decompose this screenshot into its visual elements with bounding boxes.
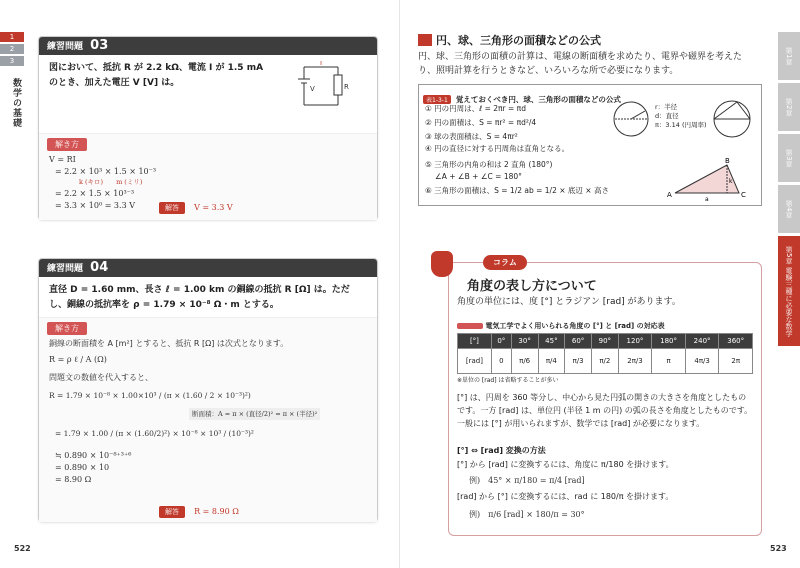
triangle-vertex-b: B (725, 157, 730, 165)
triangle-height: k (729, 178, 733, 185)
chapter-tabs-left (0, 32, 26, 68)
page-gutter (399, 0, 400, 568)
circuit-label-resistance: R (344, 83, 349, 91)
answer-text: V = 3.3 V (194, 203, 233, 212)
circle-diagram (611, 99, 651, 139)
page-number-left: 522 (14, 544, 31, 553)
page-number-right: 523 (770, 544, 787, 553)
table-cell: 4π/3 (685, 349, 719, 374)
solution-line-4: = 3.3 × 10⁰ = 3.3 V (55, 201, 135, 210)
circuit-diagram (294, 61, 350, 111)
formula-6: ⑥ 三角形の面積は、S = 1/2 ab = 1/2 × 底辺 × 高さ (425, 186, 609, 195)
legend-radius: r：半径 (655, 103, 678, 111)
table-note: ※単位の [rad] は省略することが多い (457, 377, 559, 384)
table-caption (457, 321, 665, 331)
caption-bar (457, 323, 483, 329)
exercise-03-header (39, 37, 377, 55)
conversion-title: [°] ⇔ [rad] 変換の方法 (457, 446, 546, 455)
exercise-03-card (38, 36, 378, 220)
column-badge: コラム (483, 255, 527, 270)
table-cell: 120° (618, 334, 652, 349)
answer-label: 解答 (159, 202, 185, 214)
legend-diameter: d：直径 (655, 112, 679, 120)
chapter-tab-3[interactable]: 3 (0, 56, 24, 66)
formula-2: ② 円の面積は、S = πr² = πd²/4 (425, 118, 537, 127)
table-cell: 60° (565, 334, 592, 349)
calc-line-3: ≒ 0.890 × 10⁻⁸⁺³⁺⁶ (55, 451, 132, 460)
prefix-note: k (キロ) m (ミリ) (79, 178, 143, 186)
triangle-base: a (705, 196, 709, 203)
table-cell: [rad] (458, 349, 492, 374)
legend (655, 103, 707, 130)
table-label: 表1-3-1 (423, 95, 451, 104)
section-title: 円、球、三角形の面積などの公式 (436, 34, 601, 47)
table-cell: 2π (719, 349, 753, 374)
triangle-vertex-a: A (667, 191, 672, 199)
calc-line-5: = 8.90 Ω (55, 475, 92, 484)
exercise-04-header (39, 259, 377, 277)
table-cell: 45° (538, 334, 565, 349)
triangle-vertex-c: C (741, 191, 746, 199)
chapter-tab-1[interactable]: 1 (0, 32, 24, 42)
column-title: 角度の表し方について (467, 279, 597, 294)
calc-line-2: = 1.79 × 1.00 / (π × (1.60/2)²) × 10⁻⁸ × 10³ / (10⁻³)² (55, 429, 254, 438)
table-cell: 30° (511, 334, 538, 349)
exercise-number: 03 (90, 38, 109, 53)
section-intro: 円、球、三角形の面積の計算は、電線の断面積を求めたり、電界や磁界を考えたり、照明計算を行うときなど、いろいろな所で必要になります。 (418, 52, 743, 76)
chapter-title-vertical: 数学の基礎 (11, 78, 21, 128)
solution-label: 解き方 (47, 138, 87, 151)
table-title: 電気工学でよく用いられる角度の [°] と [rad] の対応表 (485, 322, 665, 330)
table-cell: [°] (458, 334, 492, 349)
column-lead: 角度の単位には、度 [°] とラジアン [rad] があります。 (457, 297, 681, 307)
table-cell: 2π/3 (618, 349, 652, 374)
circuit-label-current: I (320, 61, 323, 67)
area-note: 断面積：A = π × (直径/2)² = π × (半径)² (189, 408, 320, 420)
right-tab-5-active[interactable]: 第5章 電験三種に必要な数学 (778, 236, 800, 346)
column-box (448, 258, 762, 536)
solution-line-1: V = RI (49, 155, 76, 164)
table-row-degree (458, 334, 753, 349)
right-tab-1[interactable]: 第1章 (778, 32, 800, 80)
exercise-number: 04 (90, 260, 109, 275)
triangle-diagram (667, 157, 757, 203)
formula-1: ① 円の円周は、ℓ = 2πr = πd (425, 104, 526, 113)
right-tab-3[interactable]: 第3章 (778, 134, 800, 182)
conversion-example-1: 例) 45° × π/180 = π/4 [rad] (469, 476, 585, 485)
formula-box (418, 84, 762, 206)
exercise-label: 練習問題 (47, 264, 84, 274)
inscribed-angle-diagram (709, 97, 755, 141)
angle-table (457, 333, 753, 374)
table-cell: π/3 (565, 349, 592, 374)
table-cell: π/2 (591, 349, 618, 374)
solution-label: 解き方 (47, 322, 87, 335)
chapter-tabs-right (778, 32, 800, 349)
answer-text: R = 8.90 Ω (194, 507, 239, 516)
table-cell: π/6 (511, 349, 538, 374)
substitution-intro: 問題文の数値を代入すると、 (49, 373, 153, 382)
exercise-label: 練習問題 (47, 42, 84, 52)
table-cell: 180° (652, 334, 686, 349)
formula-5: ⑤ 三角形の内角の和は 2 直角 (180°) (425, 160, 553, 169)
mascot-icon (431, 251, 453, 277)
table-cell: π (652, 349, 686, 374)
answer-label: 解答 (159, 506, 185, 518)
table-cell: 360° (719, 334, 753, 349)
table-cell: 90° (591, 334, 618, 349)
table-cell: 240° (685, 334, 719, 349)
chapter-tab-2[interactable]: 2 (0, 44, 24, 54)
conversion-rule-1: [°] から [rad] に変換するには、角度に π/180 を掛けます。 (457, 460, 674, 469)
conversion-example-2: 例) π/6 [rad] × 180/π = 30° (469, 510, 585, 519)
answer-row (159, 195, 233, 214)
calc-line-1: R = 1.79 × 10⁻⁸ × 1.00×10³ / (π × (1.60 / 2 × 10⁻³)²) (49, 391, 251, 400)
formula-5b: ∠A + ∠B + ∠C = 180° (435, 172, 522, 181)
solution-line-3: = 2.2 × 1.5 × 10³⁻³ (55, 189, 135, 198)
section-mark-icon (418, 34, 432, 46)
solution-area (39, 317, 377, 522)
table-row-radian (458, 349, 753, 374)
resistance-formula: R = ρ ℓ / A (Ω) (49, 355, 107, 364)
formula-4: ④ 円の直径に対する円周角は直角となる。 (425, 144, 570, 153)
problem-text: 図において、抵抗 R が 2.2 kΩ、電流 I が 1.5 mA のとき、加えた電圧 V [V] は。 (49, 63, 264, 88)
problem-text: 直径 D = 1.60 mm、長さ ℓ = 1.00 km の銅線の抵抗 R [Ω] は。ただし、銅線の抵抗率を ρ = 1.79 × 10⁻⁸ Ω・m とする。 (49, 285, 350, 310)
solution-intro: 銅線の断面積を A [m²] とすると、抵抗 R [Ω] は次式となります。 (49, 339, 289, 348)
table-cell: 0 (491, 349, 511, 374)
solution-line-2: = 2.2 × 10³ × 1.5 × 10⁻³ (55, 167, 157, 176)
column-paragraph: [°] は、円周を 360 等分し、中心から見た円弧の開きの大きさを角度としたものです。一方 [rad] は、単位円 (半径 1 m の円) の弧の長さを角度としたものです。一般には [°] が用いられますが、数学では [rad] が必要になります。 (457, 393, 753, 428)
right-tab-4[interactable]: 第4章 (778, 185, 800, 233)
answer-row (159, 499, 239, 518)
table-cell: 0° (491, 334, 511, 349)
formula-3: ③ 球の表面積は、S = 4πr² (425, 132, 518, 141)
legend-pi: π：3.14 (円周率) (655, 121, 707, 129)
conversion-rule-2: [rad] から [°] に変換するには、rad に 180/π を掛けます。 (457, 492, 674, 501)
table-title: 覚えておくべき円、球、三角形の面積などの公式 (455, 95, 621, 104)
exercise-04-card (38, 258, 378, 522)
calc-line-4: = 0.890 × 10 (55, 463, 110, 472)
table-cell: π/4 (538, 349, 565, 374)
circuit-label-voltage: V (310, 85, 315, 93)
right-tab-2[interactable]: 第2章 (778, 83, 800, 131)
